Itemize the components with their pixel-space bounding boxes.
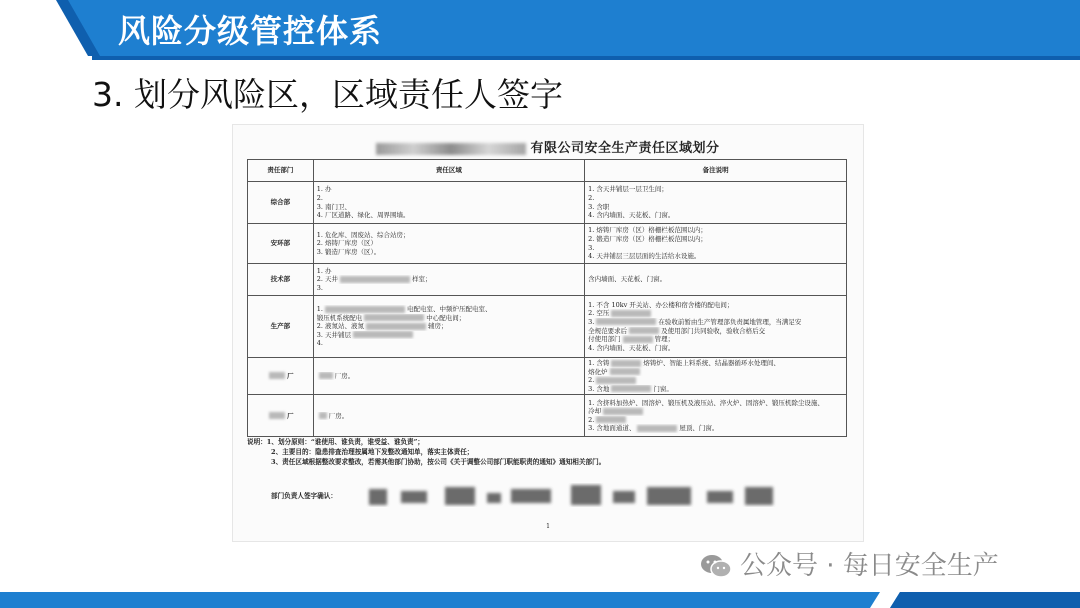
note-line: 2、主要目的：隐患排查治理按属地下发整改通知单，落实主体责任；	[271, 448, 474, 456]
redacted-company-name	[376, 143, 526, 155]
document-notes	[247, 437, 847, 467]
scanned-document	[232, 124, 864, 542]
note-cell: 1. 不含 10kv 开关站、办公楼和宿舍楼的配电间； 2. 空压 3. 在验收前暂由生产管理部负责属地管理，当满足安 全规范要求后 及使用部门共同验收，验收合格后交 付使用部门 管理； 4. 含内墙面、天花板、门窗。	[585, 296, 847, 358]
note-line: 说明：1、划分原则：“谁使用、谁负责，谁受益、谁负责”；	[247, 438, 425, 446]
table-header-row	[248, 160, 847, 182]
area-cell: 1. 危化库、固废站、综合站房； 2. 熔铸厂库房（区） 3. 锻造厂库房（区）。	[313, 224, 584, 264]
document-title: 有限公司安全生产责任区域划分	[233, 137, 863, 156]
watermark-text: 公众号 · 每日安全生产	[740, 551, 999, 581]
note-cell: 1. 含天井铺层一层卫生间； 2. 3. 含职 4. 含内墙面、天花板、门窗。	[585, 182, 847, 224]
table-row	[248, 395, 847, 437]
table-row	[248, 224, 847, 264]
dept-cell: 综合部	[248, 182, 314, 224]
dept-cell: 厂	[248, 395, 314, 437]
page-title: 风险分级管控体系	[118, 12, 383, 50]
note-cell: 1. 熔铸厂库房（区）格栅栏板范围以内； 2. 锻造厂库房（区）格栅栏板范围以内； 3. 4. 天井铺层三层层面的生活给水设施。	[585, 224, 847, 264]
area-cell: 1. 办 2. 3. 南门卫、 4. 厂区道路、绿化、周界围墙。	[313, 182, 584, 224]
note-line: 3、责任区域根据整改要求整改，若需其他部门协助，按公司《关于调整公司部门职能职责的通知》通知相关部门。	[271, 458, 606, 466]
redacted-signatures	[361, 481, 781, 511]
table-row	[248, 296, 847, 358]
wechat-icon	[700, 553, 732, 579]
area-cell: 1. 电配电室、中频炉压配电室、 锻压机系统配电 中心配电间； 2. 液氮站、液氮 辅房； 3. 天井铺层 4.	[313, 296, 584, 358]
dept-cell: 技术部	[248, 264, 314, 296]
section-subtitle: 3. 划分风险区，区域责任人签字	[92, 75, 563, 114]
signature-label: 部门负责人签字确认：	[271, 492, 337, 500]
column-header: 备注说明	[585, 160, 847, 182]
area-cell: 厂房。	[313, 395, 584, 437]
table-row	[248, 358, 847, 395]
page-number: 1	[546, 523, 550, 530]
dept-cell: 安环部	[248, 224, 314, 264]
note-cell: 1. 含挤料加热炉、固溶炉、锻压机及液压站、淬火炉、固溶炉、锻压机除尘设施、 冷却 2. 3. 含地面通道、 屋顶、门窗。	[585, 395, 847, 437]
table-row	[248, 264, 847, 296]
note-cell: 1. 含铸 熔铸炉、智能上料系统、结晶器循环水处理间、 熔化炉 2. 3. 含地 门窗。	[585, 358, 847, 395]
area-cell: 1. 办 2. 天井 样室； 3.	[313, 264, 584, 296]
responsibility-table	[247, 159, 847, 437]
top-banner	[0, 0, 1080, 62]
note-cell: 含内墙面、天花板、门窗。	[585, 264, 847, 296]
table-row	[248, 182, 847, 224]
area-cell: 厂房。	[313, 358, 584, 395]
dept-cell: 厂	[248, 358, 314, 395]
column-header: 责任部门	[248, 160, 314, 182]
bottom-bar	[0, 592, 1080, 608]
dept-cell: 生产部	[248, 296, 314, 358]
column-header: 责任区域	[313, 160, 584, 182]
